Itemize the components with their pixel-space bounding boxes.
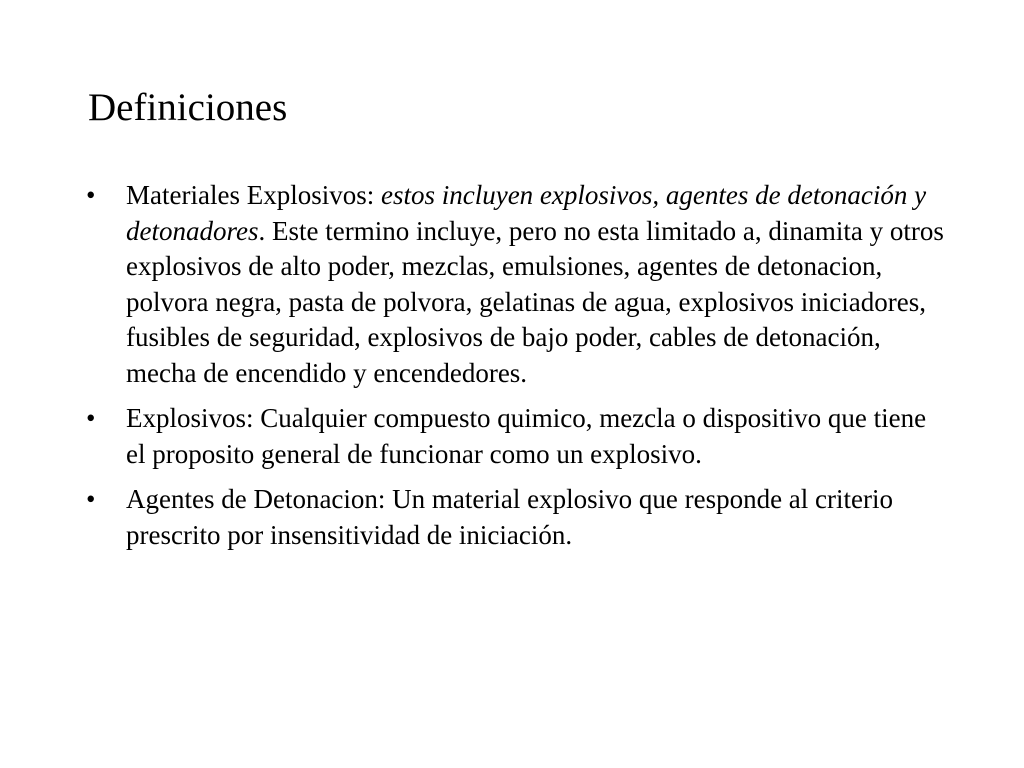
bullet-icon: •	[86, 403, 96, 433]
bullet-item-agentes-de-detonacion	[86, 482, 946, 553]
bullet-term: Materiales Explosivos:	[126, 180, 375, 210]
bullet-icon: •	[86, 180, 96, 210]
bullet-italic-text: estos incluyen explosivos, agentes de detonación y detonadores	[126, 180, 927, 246]
bullet-list	[86, 178, 946, 563]
slide-title: Definiciones	[88, 86, 288, 129]
bullet-text: . Este termino incluye, pero no esta limitado a, dinamita y otros explosivos de alto poder, mezclas, emulsiones, agentes de detonacion, polvora negra, pasta de polvora, gelatinas de agua, explosivos iniciadores, fusibles de seguridad, explosivos de bajo poder, cables de detonación, mecha de encendido y encendedores.	[126, 215, 944, 388]
bullet-item-explosivos	[86, 401, 946, 472]
bullet-icon: •	[86, 484, 96, 514]
bullet-text: Explosivos: Cualquier compuesto quimico, mezcla o dispositivo que tiene el proposito general de funcionar como un explosivo.	[126, 403, 927, 469]
bullet-item-materiales-explosivos	[86, 178, 946, 391]
bullet-text: Agentes de Detonacion: Un material explosivo que responde al criterio prescrito por insensitividad de iniciación.	[126, 484, 893, 550]
